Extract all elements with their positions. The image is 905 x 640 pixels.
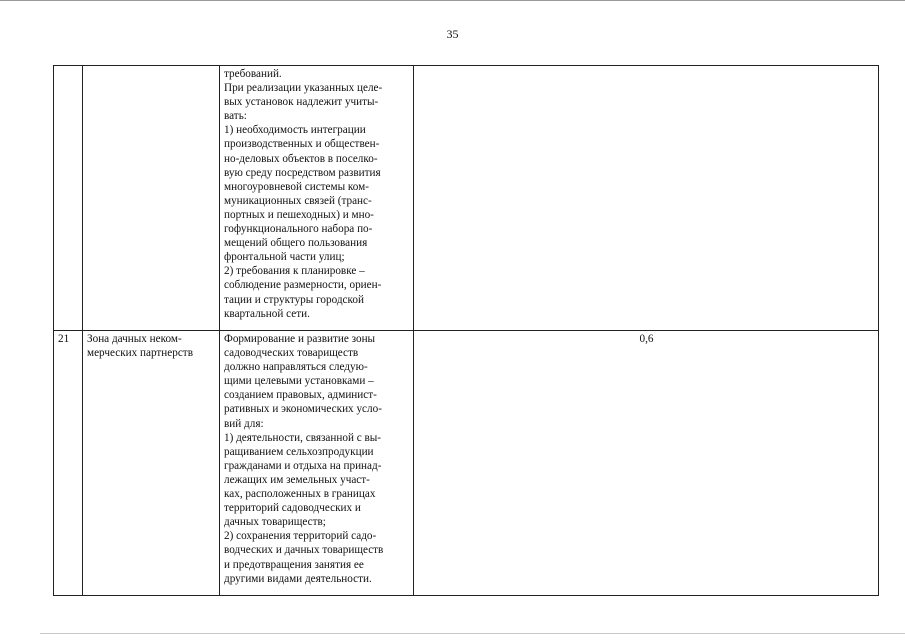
description-line: ках, расположенных в границах <box>224 488 376 501</box>
description-line: квартальной сети. <box>224 307 310 320</box>
description-line: садоводческих товариществ <box>224 347 359 360</box>
description-line: многоуровневой системы ком- <box>224 180 369 193</box>
description-line: водческих и дачных товариществ <box>224 544 384 557</box>
description-line: 2) сохранения территорий садо- <box>224 530 377 543</box>
description-line: муникационных связей (транс- <box>224 194 372 207</box>
description-line: щими целевыми установками – <box>224 375 374 388</box>
description-line: дачных товариществ; <box>224 516 326 529</box>
row-number-cell <box>54 66 83 331</box>
zones-table <box>53 65 879 596</box>
description-line: ративных и экономических усло- <box>224 403 382 416</box>
table-row <box>54 66 879 331</box>
page-number: 35 <box>446 27 459 41</box>
description-line: лежащих им земельных участ- <box>224 473 370 486</box>
zone-name-line: мерческих партнерств <box>87 347 193 360</box>
description-line: 1) деятельности, связанной с вы- <box>224 431 382 444</box>
description-line: производственных и обществен- <box>224 138 380 151</box>
row-number-cell: 21 <box>54 331 83 596</box>
description-cell <box>220 66 414 331</box>
zone-name-cell <box>83 66 220 331</box>
description-line: тации и структуры городской <box>224 293 364 306</box>
description-line: другими видами деятельности. <box>224 572 372 585</box>
description-line: портных и пешеходных) и мно- <box>224 208 374 221</box>
description-line: должно направляться следую- <box>224 361 368 374</box>
description-line: фронтальной части улиц; <box>224 251 345 264</box>
description-line: созданием правовых, админист- <box>224 389 377 402</box>
description-line: вую среду посредством развития <box>224 166 381 179</box>
description-line: 1) необходимость интеграции <box>224 124 366 137</box>
description-line: При реализации указанных целе- <box>224 82 383 95</box>
value-cell: 0,6 <box>414 331 879 596</box>
scan-edge-line <box>0 0 905 1</box>
description-line: соблюдение размерности, ориен- <box>224 279 382 292</box>
description-line: 2) требования к планировке – <box>224 265 365 278</box>
description-line: но-деловых объектов в поселко- <box>224 152 378 165</box>
description-line: вий для: <box>224 417 264 430</box>
description-line: территорий садоводческих и <box>224 502 361 515</box>
value-cell <box>414 66 879 331</box>
description-line: и предотвращения занятия ее <box>224 558 364 571</box>
description-line: требований. <box>224 68 282 80</box>
zone-name-line: Зона дачных неком- <box>87 333 182 345</box>
scan-edge-line <box>40 633 905 634</box>
description-line: ращиванием сельхозпродукции <box>224 445 374 458</box>
zone-name-cell <box>83 331 220 596</box>
description-cell <box>220 331 414 596</box>
description-line: Формирование и развитие зоны <box>224 333 376 345</box>
description-line: гражданами и отдыха на принад- <box>224 459 382 472</box>
table-row <box>54 331 879 596</box>
description-line: вых установок надлежит учиты- <box>224 96 379 109</box>
description-line: гофункционального набора по- <box>224 223 373 236</box>
description-line: вать: <box>224 110 247 123</box>
description-line: мещений общего пользования <box>224 237 368 250</box>
